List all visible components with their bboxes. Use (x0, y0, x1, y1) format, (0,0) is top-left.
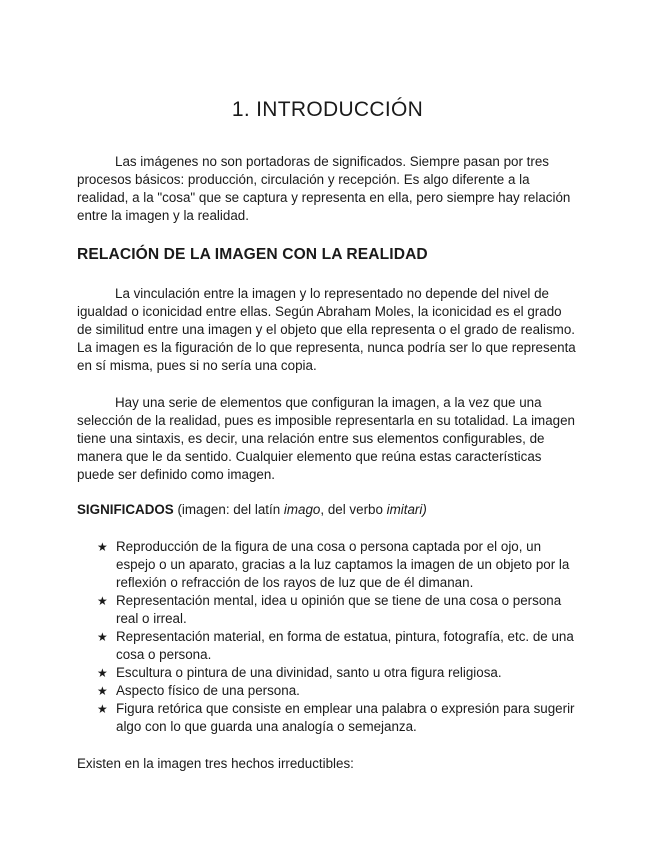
list-item (97, 628, 579, 664)
paragraph-2-block (77, 394, 577, 484)
section-heading: RELACIÓN DE LA IMAGEN CON LA REALIDAD (77, 246, 428, 263)
star-icon: ★ (97, 666, 108, 680)
list-item-text: Escultura o pintura de una divinidad, santo u otra figura religiosa. (116, 665, 502, 680)
list-item (97, 538, 579, 592)
paragraph-1-block (77, 285, 577, 375)
list-item-text: Figura retórica que consiste en emplear una palabra o expresión para sugerir algo con lo que guarda una analogía o semejanza. (116, 701, 575, 734)
paragraph-1: La vinculación entre la imagen y lo representado no depende del nivel de igualdad o iconicidad entre ellas. Según Abraham Moles, la iconicidad es el grado de similitud entre una imagen y el objeto que ella representa o el grado de realismo. La imagen es la figuración de lo que representa, nunca podría ser lo que representa en sí misma, pues si no sería una copia. (77, 286, 576, 373)
star-icon: ★ (97, 630, 108, 644)
list-item-text: Reproducción de la figura de una cosa o persona captada por el ojo, un espejo o un aparato, gracias a la luz captamos la imagen de un objeto por la reflexión o refracción de los rayos de luz que de él dimanan. (116, 539, 570, 590)
list-item (97, 700, 579, 736)
significados-pre: (imagen: del latín (177, 502, 281, 517)
list-item-text: Representación mental, idea u opinión que se tiene de una cosa o persona real o irreal. (116, 593, 562, 626)
significados-word1: imago (283, 502, 321, 517)
significados-mid: , del verbo (320, 502, 383, 517)
star-icon: ★ (97, 594, 108, 608)
significados-line (77, 502, 427, 517)
list-item (97, 682, 579, 700)
list-item-text: Representación material, en forma de estatua, pintura, fotografía, etc. de una cosa o persona. (116, 629, 574, 662)
list-item (97, 664, 579, 682)
star-icon: ★ (97, 684, 108, 698)
significados-word2: imitari) (386, 502, 427, 517)
star-icon: ★ (97, 702, 108, 716)
page-title: 1. INTRODUCCIÓN (231, 98, 424, 121)
star-icon: ★ (97, 540, 108, 554)
paragraph-2: Hay una serie de elementos que configuran la imagen, a la vez que una selección de la realidad, pues es imposible representarla en su totalidad. La imagen tiene una sintaxis, es decir, una relación entre sus elementos configurables, de manera que le da sentido. Cualquier elemento que reúna estas características puede ser definido como imagen. (77, 395, 575, 482)
closing-line: Existen en la imagen tres hechos irreductibles: (77, 756, 354, 771)
intro-paragraph: Las imágenes no son portadoras de significados. Siempre pasan por tres procesos básicos: producción, circulación y recepción. Es algo diferente a la realidad, a la "cosa" que se captura y representa en ella, pero siempre hay relación entre la imagen y la realidad. (77, 154, 571, 223)
significados-label: SIGNIFICADOS (77, 502, 174, 517)
list-item (97, 592, 579, 628)
list-item-text: Aspecto físico de una persona. (116, 683, 300, 698)
intro-paragraph-block (77, 153, 577, 225)
significados-list (97, 538, 579, 736)
